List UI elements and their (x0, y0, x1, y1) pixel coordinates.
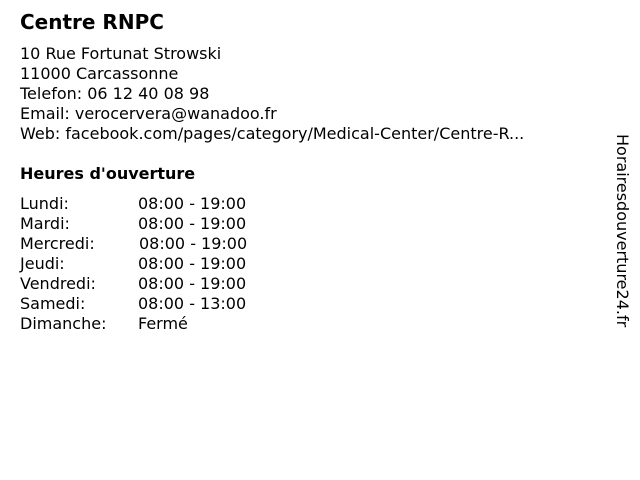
hours-row-tuesday (20, 214, 280, 234)
hours-row-wednesday (20, 234, 280, 254)
day-label: Mardi: (20, 214, 70, 233)
phone-number: Telefon: 06 12 40 08 98 (20, 84, 210, 103)
address-street: 10 Rue Fortunat Strowski (20, 44, 222, 63)
day-hours: 08:00 - 19:00 (138, 274, 247, 293)
hours-row-monday (20, 194, 280, 214)
day-label: Samedi: (20, 294, 86, 313)
hours-row-saturday (20, 294, 280, 314)
day-hours: 08:00 - 19:00 (139, 234, 248, 253)
hours-row-thursday (20, 254, 280, 274)
business-name: Centre RNPC (20, 10, 164, 34)
day-label: Lundi: (20, 194, 69, 213)
address-city: 11000 Carcassonne (20, 64, 179, 83)
hours-row-sunday (20, 314, 280, 334)
day-label: Jeudi: (20, 254, 65, 273)
day-hours: 08:00 - 13:00 (138, 294, 247, 313)
day-hours: 08:00 - 19:00 (138, 214, 247, 233)
day-hours: 08:00 - 19:00 (138, 194, 247, 213)
day-hours: 08:00 - 19:00 (138, 254, 247, 273)
hours-row-friday (20, 274, 280, 294)
day-label: Mercredi: (20, 234, 95, 253)
contact-block (20, 44, 524, 144)
email-address: Email: verocervera@wanadoo.fr (20, 104, 277, 123)
day-label: Dimanche: (20, 314, 107, 333)
opening-hours-title: Heures d'ouverture (20, 164, 196, 183)
day-hours: Fermé (138, 314, 188, 333)
site-brand-vertical: Horairesdouverture24.fr (613, 134, 632, 328)
day-label: Vendredi: (20, 274, 96, 293)
website-link: Web: facebook.com/pages/category/Medical-Center/Centre-R... (20, 124, 525, 143)
opening-hours-table (20, 194, 280, 334)
